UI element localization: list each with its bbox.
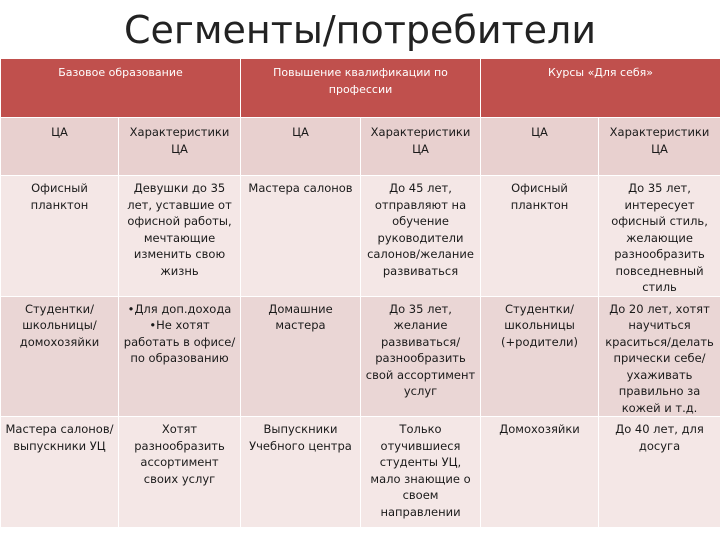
table-cell: До 35 лет, интересует офисный стиль, желающие разнообразить повседневный стиль xyxy=(599,176,720,297)
table-cell: До 20 лет, хотят научиться краситься/делать прически себе/ухаживать правильно за кожей и т.д. xyxy=(599,296,720,417)
group-header-qualification: Повышение квалификации по профессии xyxy=(241,59,481,118)
subheader-ta: ЦА xyxy=(481,118,599,176)
table-cell: Мастера салонов/выпускники УЦ xyxy=(1,417,119,528)
table-row xyxy=(1,417,720,528)
table-row xyxy=(1,176,720,297)
subheader-row xyxy=(1,118,720,176)
page-title: Сегменты/потребители xyxy=(123,8,597,52)
table-cell: Студентки/школьницы/домохозяйки xyxy=(1,296,119,417)
table-cell: Офисный планктон xyxy=(481,176,599,297)
table-cell: Хотят разнообразить ассортимент своих услуг xyxy=(119,417,241,528)
table-cell: До 40 лет, для досуга xyxy=(599,417,720,528)
table-cell: До 45 лет, отправляют на обучение руководители салонов/желание развиваться xyxy=(361,176,481,297)
subheader-characteristics: Характеристики ЦА xyxy=(119,118,241,176)
table-cell: До 35 лет, желание развиваться/разнообразить свой ассортимент услуг xyxy=(361,296,481,417)
table-cell: Девушки до 35 лет, уставшие от офисной работы, мечтающие изменить свою жизнь xyxy=(119,176,241,297)
subheader-ta: ЦА xyxy=(1,118,119,176)
group-header-courses-for-self: Курсы «Для себя» xyxy=(481,59,720,118)
subheader-characteristics: Характеристики ЦА xyxy=(361,118,481,176)
table-cell: Домашние мастера xyxy=(241,296,361,417)
table-cell: Офисный планктон xyxy=(1,176,119,297)
table-cell: Только отучившиеся студенты УЦ, мало знающие о своем направлении xyxy=(361,417,481,528)
subheader-ta: ЦА xyxy=(241,118,361,176)
segments-table xyxy=(0,58,720,528)
table-cell: •Для доп.дохода •Не хотят работать в офисе/по образованию xyxy=(119,296,241,417)
table-row xyxy=(1,296,720,417)
subheader-characteristics: Характеристики ЦА xyxy=(599,118,720,176)
table-cell: Домохозяйки xyxy=(481,417,599,528)
group-header-row xyxy=(1,59,720,118)
table-cell: Студентки/школьницы (+родители) xyxy=(481,296,599,417)
group-header-basic-education: Базовое образование xyxy=(1,59,241,118)
table-cell: Мастера салонов xyxy=(241,176,361,297)
table-cell: Выпускники Учебного центра xyxy=(241,417,361,528)
